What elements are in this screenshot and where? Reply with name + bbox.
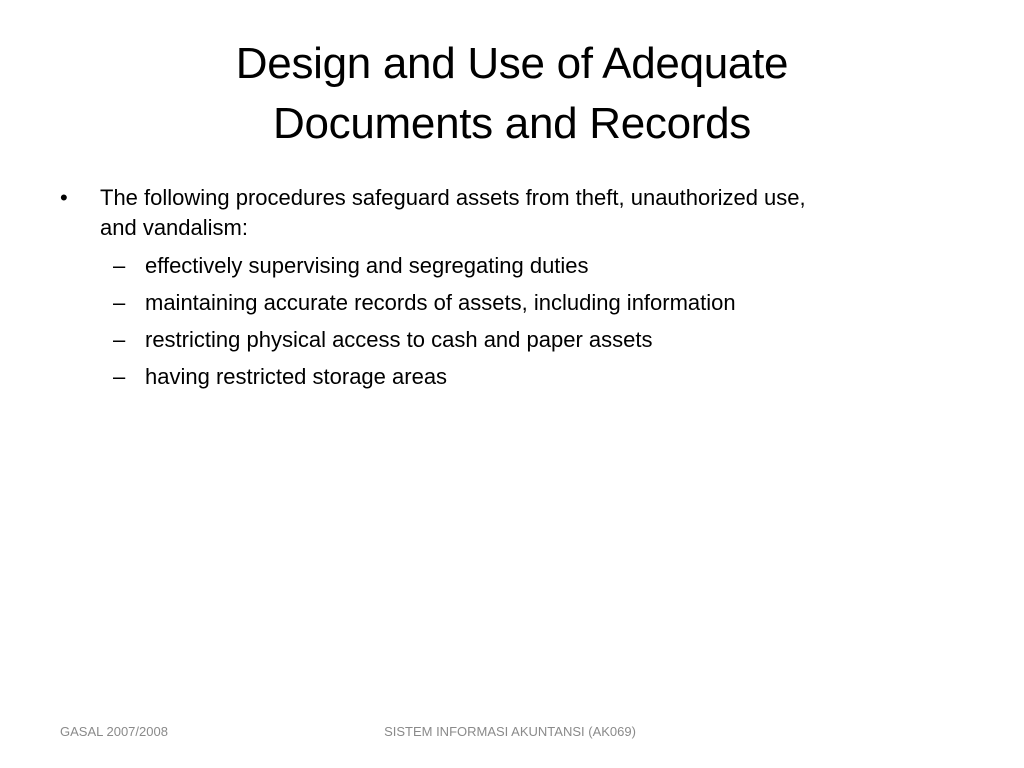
dash-marker: – [113,290,126,315]
sub-bullet-text: effectively supervising and segregating duties [145,253,589,278]
slide-title-line-1: Design and Use of Adequate [235,39,789,88]
dash-marker: – [113,253,126,278]
dash-marker: – [113,327,126,352]
slide-title-line-2: Documents and Records [273,99,751,148]
sub-bullet-item [60,251,964,281]
footer-date: GASAL 2007/2008 [60,724,168,739]
sub-bullet-item [60,362,964,392]
sub-bullet-text: maintaining accurate records of assets, including information [145,290,736,315]
footer-course: SISTEM INFORMASI AKUNTANSI (AK069) [384,724,636,739]
bullet-text-line-2: and vandalism: [100,215,248,240]
bullet-text-line-1: The following procedures safeguard assets from theft, unauthorized use, [100,185,806,210]
slide-body [60,183,964,399]
sub-bullet-item [60,288,964,318]
bullet-item [60,183,964,243]
slide-title [60,34,964,154]
bullet-marker: • [60,185,68,210]
sub-bullet-list [60,251,964,392]
sub-bullet-text: restricting physical access to cash and paper assets [145,327,653,352]
sub-bullet-item [60,325,964,355]
dash-marker: – [113,364,126,389]
sub-bullet-text: having restricted storage areas [145,364,448,389]
